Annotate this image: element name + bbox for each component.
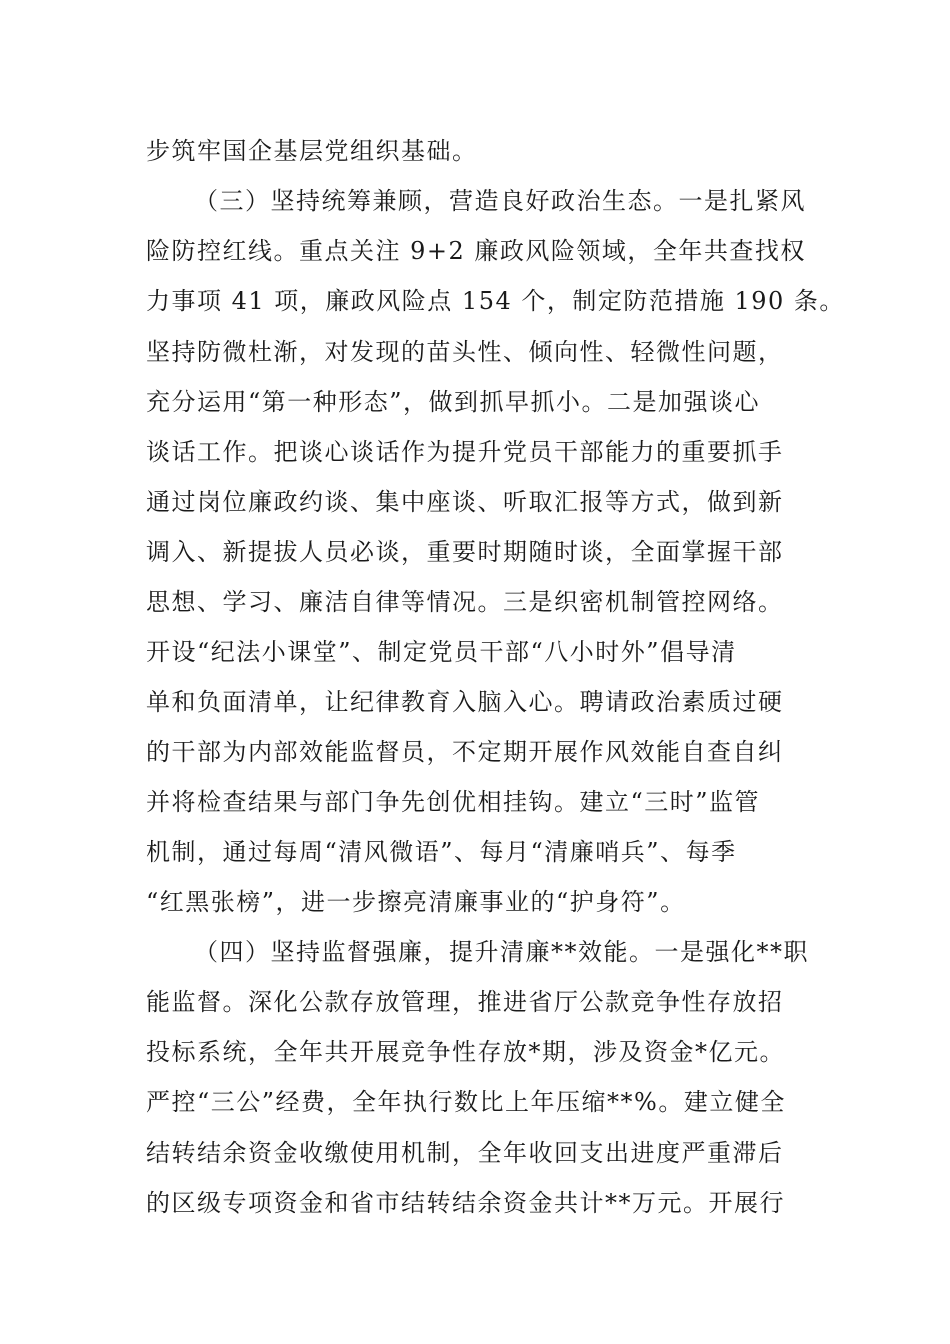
text-line: 谈话工作。把谈心谈话作为提升党员干部能力的重要抓手 bbox=[146, 438, 784, 466]
paragraph-3-start: （三）坚持统筹兼顾，营造良好政治生态。一是扎紧风 bbox=[194, 187, 806, 215]
text-line: “红黑张榜”，进一步擦亮清廉事业的“护身符”。 bbox=[146, 888, 686, 916]
text-line: 机制，通过每周“清风微语”、每月“清廉哨兵”、每季 bbox=[146, 838, 737, 866]
text-line: 坚持防微杜渐，对发现的苗头性、倾向性、轻微性问题， bbox=[146, 338, 784, 366]
text-line: 投标系统，全年共开展竞争性存放*期，涉及资金*亿元。 bbox=[146, 1038, 785, 1066]
text-line: 调入、新提拔人员必谈，重要时期随时谈，全面掌握干部 bbox=[146, 538, 784, 566]
text-line: 思想、学习、廉洁自律等情况。三是织密机制管控网络。 bbox=[146, 588, 784, 616]
text-line: 结转结余资金收缴使用机制，全年收回支出进度严重滞后 bbox=[146, 1139, 784, 1167]
text-line: 充分运用“第一种形态”，做到抓早抓小。二是加强谈心 bbox=[146, 388, 761, 416]
paragraph-4-start: （四）坚持监督强廉，提升清廉**效能。一是强化**职 bbox=[194, 938, 809, 966]
text-line: 严控“三公”经费，全年执行数比上年压缩**%。建立健全 bbox=[146, 1088, 786, 1116]
text-line: 的干部为内部效能监督员，不定期开展作风效能自查自纠 bbox=[146, 738, 784, 766]
text-line: 步筑牢国企基层党组织基础。 bbox=[146, 137, 478, 165]
text-line: 能监督。深化公款存放管理，推进省厅公款竞争性存放招 bbox=[146, 988, 784, 1016]
text-line: 单和负面清单，让纪律教育入脑入心。聘请政治素质过硬 bbox=[146, 688, 784, 716]
text-line: 开设“纪法小课堂”、制定党员干部“八小时外”倡导清 bbox=[146, 638, 737, 666]
text-line: 险防控红线。重点关注 9+2 廉政风险领域，全年共查找权 bbox=[146, 237, 806, 265]
text-line: 通过岗位廉政约谈、集中座谈、听取汇报等方式，做到新 bbox=[146, 488, 784, 516]
text-line: 的区级专项资金和省市结转结余资金共计**万元。开展行 bbox=[146, 1189, 785, 1217]
text-line: 力事项 41 项，廉政风险点 154 个，制定防范措施 190 条。 bbox=[146, 287, 845, 315]
text-line: 并将检查结果与部门争先创优相挂钩。建立“三时”监管 bbox=[146, 788, 761, 816]
